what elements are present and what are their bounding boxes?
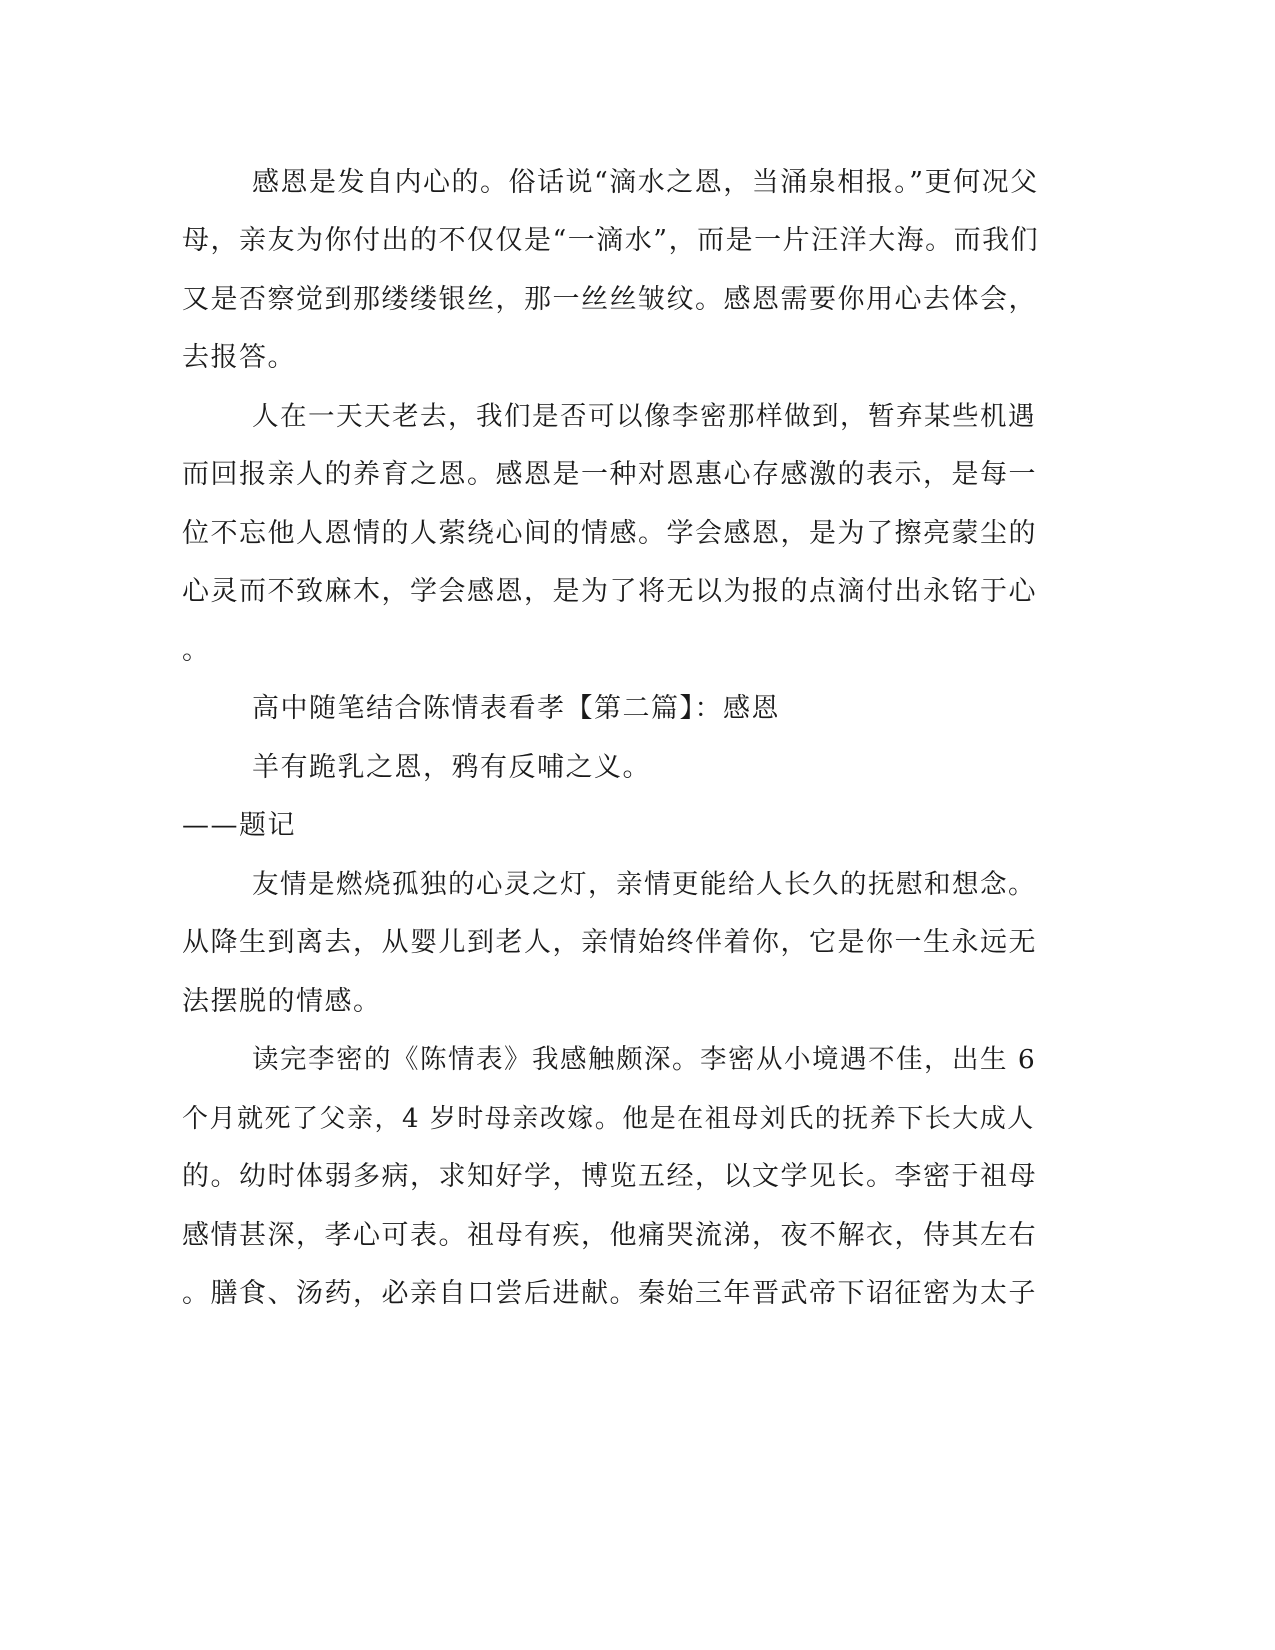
- text-line: 。: [182, 635, 211, 666]
- text-line: 法摆脱的情感。: [182, 986, 382, 1017]
- text-line: 母，亲友为你付出的不仅仅是“一滴水”，而是一片汪洋大海。而我们: [182, 225, 1040, 256]
- text-line: 又是否察觉到那缕缕银丝，那一丝丝皱纹。感恩需要你用心去体会，: [182, 284, 1037, 315]
- section-heading: 高中随笔结合陈情表看孝【第二篇】：感恩: [252, 693, 780, 724]
- text-line: 感恩是发自内心的。俗话说“滴水之恩，当涌泉相报。”更何况父: [252, 167, 1039, 198]
- text-line: 心灵而不致麻木，学会感恩，是为了将无以为报的点滴付出永铭于心: [182, 576, 1037, 607]
- epigraph-attribution: ——题记: [182, 810, 296, 841]
- text-line: 友情是燃烧孤独的心灵之灯，亲情更能给人长久的抚慰和想念。: [252, 869, 1036, 900]
- text-line: 人在一天天老去，我们是否可以像李密那样做到，暂弃某些机遇: [252, 401, 1036, 432]
- text-line: 读完李密的《陈情表》我感触颇深。李密从小境遇不佳，出生 6: [252, 1044, 1037, 1075]
- text-line: 个月就死了父亲，4 岁时母亲改嫁。他是在祖母刘氏的抚养下长大成人: [182, 1104, 1035, 1134]
- text-line: 。膳食、汤药，必亲自口尝后进献。秦始三年晋武帝下诏征密为太子: [182, 1278, 1037, 1309]
- text-line: 从降生到离去，从婴儿到老人，亲情始终伴着你，它是你一生永远无: [182, 927, 1037, 958]
- text-line: 去报答。: [182, 342, 296, 373]
- text-line: 而回报亲人的养育之恩。感恩是一种对恩惠心存感激的表示，是每一: [182, 459, 1037, 490]
- text-line: 的。幼时体弱多病，求知好学，博览五经，以文学见长。李密于祖母: [182, 1161, 1037, 1192]
- text-line: 位不忘他人恩情的人萦绕心间的情感。学会感恩，是为了擦亮蒙尘的: [182, 518, 1037, 549]
- text-line: 感情甚深，孝心可表。祖母有疾，他痛哭流涕，夜不解衣，侍其左右: [182, 1220, 1037, 1251]
- epigraph: 羊有跪乳之恩，鸦有反哺之义。: [252, 752, 651, 783]
